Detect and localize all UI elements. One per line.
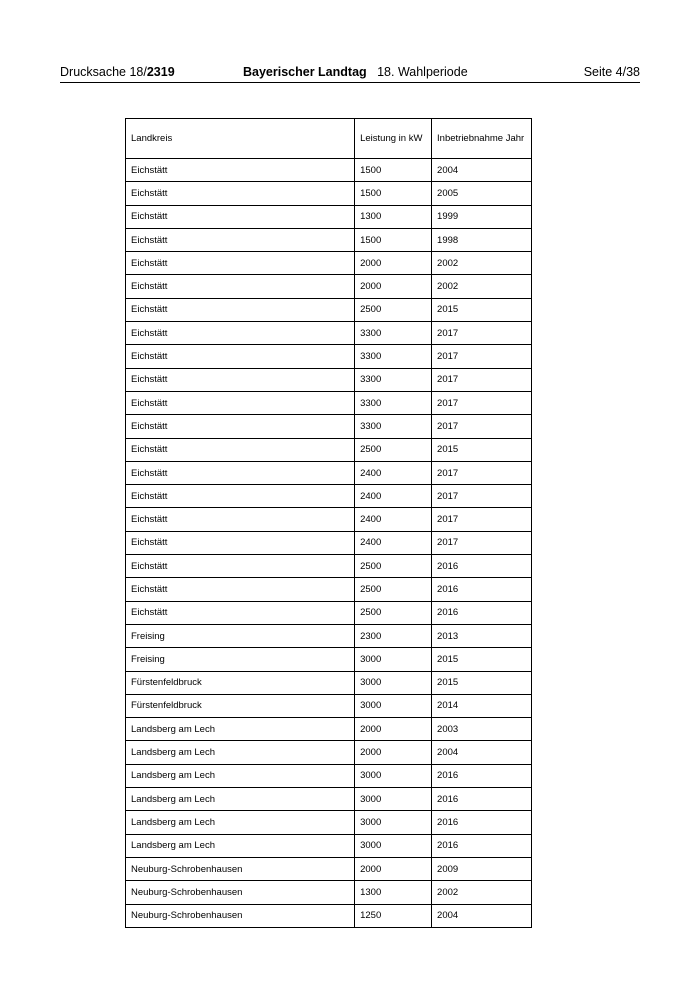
table-row: [126, 298, 532, 321]
table-row: [126, 228, 532, 251]
table-row: [126, 881, 532, 904]
table-row: [126, 438, 532, 461]
cell-jahr: 2004: [432, 159, 532, 182]
cell-jahr: 2017: [432, 461, 532, 484]
cell-landkreis: Eichstätt: [126, 391, 355, 414]
cell-leistung: 2500: [355, 298, 432, 321]
cell-landkreis: Eichstätt: [126, 438, 355, 461]
cell-leistung: 3000: [355, 834, 432, 857]
table-row: [126, 624, 532, 647]
cell-jahr: 2016: [432, 788, 532, 811]
table-row: [126, 857, 532, 880]
cell-jahr: 2002: [432, 881, 532, 904]
cell-jahr: 2017: [432, 322, 532, 345]
document-number: [60, 64, 175, 80]
cell-landkreis: Neuburg-Schrobenhausen: [126, 904, 355, 927]
table-row: [126, 555, 532, 578]
column-header-leistung: Leistung in kW: [355, 119, 432, 159]
table-row: [126, 601, 532, 624]
cell-landkreis: Eichstätt: [126, 298, 355, 321]
cell-landkreis: Eichstätt: [126, 461, 355, 484]
cell-leistung: 3300: [355, 345, 432, 368]
cell-jahr: 2017: [432, 345, 532, 368]
cell-leistung: 3000: [355, 764, 432, 787]
cell-landkreis: Landsberg am Lech: [126, 718, 355, 741]
cell-leistung: 3300: [355, 322, 432, 345]
table-row: [126, 578, 532, 601]
table-row: [126, 671, 532, 694]
table-row: [126, 764, 532, 787]
cell-landkreis: Eichstätt: [126, 485, 355, 508]
cell-landkreis: Eichstätt: [126, 182, 355, 205]
cell-landkreis: Landsberg am Lech: [126, 764, 355, 787]
cell-leistung: 1250: [355, 904, 432, 927]
cell-landkreis: Eichstätt: [126, 322, 355, 345]
table-row: [126, 741, 532, 764]
table-row: [126, 904, 532, 927]
cell-jahr: 2016: [432, 834, 532, 857]
cell-landkreis: Eichstätt: [126, 368, 355, 391]
table-row: [126, 275, 532, 298]
cell-jahr: 2016: [432, 764, 532, 787]
column-header-inbetriebnahme: Inbetriebnahme Jahr: [432, 119, 532, 159]
cell-jahr: 1999: [432, 205, 532, 228]
cell-jahr: 2016: [432, 555, 532, 578]
table-row: [126, 508, 532, 531]
cell-leistung: 2500: [355, 555, 432, 578]
cell-landkreis: Neuburg-Schrobenhausen: [126, 881, 355, 904]
table-row: [126, 415, 532, 438]
cell-jahr: 2017: [432, 531, 532, 554]
document-number-value: 2319: [146, 65, 175, 79]
table-row: [126, 205, 532, 228]
document-number-prefix: Drucksache 18/: [60, 65, 147, 79]
cell-landkreis: Eichstätt: [126, 531, 355, 554]
cell-leistung: 2300: [355, 624, 432, 647]
cell-jahr: 2016: [432, 811, 532, 834]
cell-landkreis: Eichstätt: [126, 345, 355, 368]
table-row: [126, 322, 532, 345]
cell-leistung: 2500: [355, 601, 432, 624]
table-row: [126, 159, 532, 182]
cell-leistung: 2400: [355, 485, 432, 508]
cell-landkreis: Eichstätt: [126, 578, 355, 601]
cell-leistung: 1300: [355, 205, 432, 228]
table-body: [126, 119, 532, 928]
cell-landkreis: Eichstätt: [126, 508, 355, 531]
cell-landkreis: Fürstenfeldbruck: [126, 671, 355, 694]
cell-leistung: 2000: [355, 857, 432, 880]
cell-leistung: 3300: [355, 391, 432, 414]
cell-landkreis: Eichstätt: [126, 252, 355, 275]
cell-leistung: 3000: [355, 694, 432, 717]
cell-leistung: 1500: [355, 182, 432, 205]
cell-jahr: 2002: [432, 275, 532, 298]
cell-landkreis: Landsberg am Lech: [126, 811, 355, 834]
cell-leistung: 2400: [355, 461, 432, 484]
wind-turbine-table: [125, 118, 532, 928]
table-row: [126, 368, 532, 391]
cell-leistung: 2000: [355, 741, 432, 764]
cell-jahr: 2015: [432, 671, 532, 694]
cell-jahr: 2017: [432, 485, 532, 508]
cell-jahr: 1998: [432, 228, 532, 251]
cell-jahr: 2009: [432, 857, 532, 880]
cell-landkreis: Eichstätt: [126, 228, 355, 251]
table-row: [126, 252, 532, 275]
cell-jahr: 2017: [432, 508, 532, 531]
table-row: [126, 648, 532, 671]
cell-jahr: 2002: [432, 252, 532, 275]
parliament-info: [243, 64, 468, 80]
table-row: [126, 485, 532, 508]
cell-jahr: 2017: [432, 391, 532, 414]
table-row: [126, 182, 532, 205]
cell-landkreis: Eichstätt: [126, 205, 355, 228]
cell-landkreis: Freising: [126, 624, 355, 647]
cell-jahr: 2015: [432, 438, 532, 461]
cell-landkreis: Eichstätt: [126, 555, 355, 578]
table-row: [126, 811, 532, 834]
cell-leistung: 3300: [355, 368, 432, 391]
cell-landkreis: Eichstätt: [126, 159, 355, 182]
cell-jahr: 2014: [432, 694, 532, 717]
cell-landkreis: Landsberg am Lech: [126, 834, 355, 857]
cell-jahr: 2005: [432, 182, 532, 205]
header-rule: [60, 82, 640, 83]
table-row: [126, 834, 532, 857]
cell-landkreis: Eichstätt: [126, 415, 355, 438]
cell-jahr: 2016: [432, 601, 532, 624]
cell-leistung: 2500: [355, 578, 432, 601]
cell-leistung: 2000: [355, 718, 432, 741]
table-row: [126, 694, 532, 717]
cell-jahr: 2016: [432, 578, 532, 601]
table-row: [126, 345, 532, 368]
column-header-landkreis: Landkreis: [126, 119, 355, 159]
table-row: [126, 788, 532, 811]
cell-landkreis: Neuburg-Schrobenhausen: [126, 857, 355, 880]
cell-leistung: 2000: [355, 252, 432, 275]
legislative-period: 18. Wahlperiode: [377, 65, 468, 79]
cell-leistung: 3300: [355, 415, 432, 438]
table-header-row: [126, 119, 532, 159]
cell-leistung: 2400: [355, 508, 432, 531]
table-row: [126, 718, 532, 741]
cell-landkreis: Eichstätt: [126, 275, 355, 298]
cell-landkreis: Freising: [126, 648, 355, 671]
cell-jahr: 2003: [432, 718, 532, 741]
parliament-name: Bayerischer Landtag: [243, 65, 367, 79]
table-row: [126, 391, 532, 414]
cell-jahr: 2017: [432, 415, 532, 438]
cell-landkreis: Landsberg am Lech: [126, 788, 355, 811]
table-row: [126, 461, 532, 484]
cell-leistung: 3000: [355, 648, 432, 671]
cell-jahr: 2015: [432, 648, 532, 671]
cell-jahr: 2013: [432, 624, 532, 647]
cell-leistung: 1500: [355, 228, 432, 251]
page-header: [60, 64, 640, 82]
cell-leistung: 2000: [355, 275, 432, 298]
cell-leistung: 3000: [355, 788, 432, 811]
cell-leistung: 2500: [355, 438, 432, 461]
cell-landkreis: Eichstätt: [126, 601, 355, 624]
cell-leistung: 2400: [355, 531, 432, 554]
cell-jahr: 2015: [432, 298, 532, 321]
cell-leistung: 1300: [355, 881, 432, 904]
table-row: [126, 531, 532, 554]
page-number: Seite 4/38: [583, 65, 640, 79]
cell-leistung: 1500: [355, 159, 432, 182]
cell-landkreis: Landsberg am Lech: [126, 741, 355, 764]
cell-jahr: 2004: [432, 741, 532, 764]
cell-jahr: 2017: [432, 368, 532, 391]
cell-landkreis: Fürstenfeldbruck: [126, 694, 355, 717]
cell-leistung: 3000: [355, 671, 432, 694]
cell-leistung: 3000: [355, 811, 432, 834]
cell-jahr: 2004: [432, 904, 532, 927]
